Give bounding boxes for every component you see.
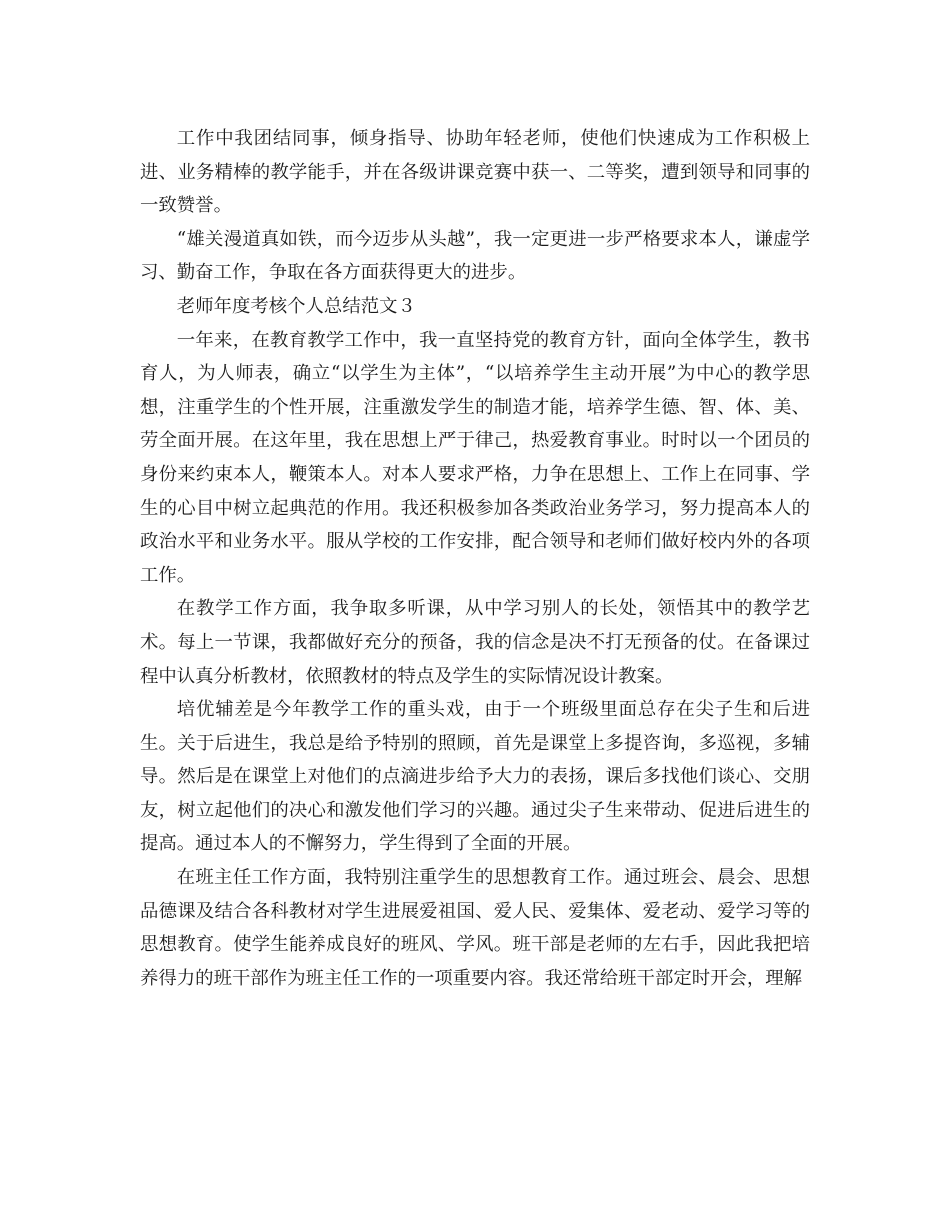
- paragraph-4: 在教学工作方面，我争取多听课，从中学习别人的长处，领悟其中的教学艺术。每上一节课，我都做好充分的预备，我的信念是决不打无预备的仗。在备课过程中认真分析教材，依照教材的特点及学生的实际情况设计教案。: [140, 598, 810, 687]
- document-body: [140, 122, 810, 995]
- paragraph-5: 培优辅差是今年教学工作的重头戏，由于一个班级里面总存在尖子生和后进生。关于后进生，我总是给予特别的照顾，首先是课堂上多提咨询，多巡视，多辅导。然后是在课堂上对他们的点滴进步给予大力的表扬，课后多找他们谈心、交朋友，树立起他们的决心和激发他们学习的兴趣。通过尖子生来带动、促进后进生的提高。通过本人的不懈努力，学生得到了全面的开展。: [140, 699, 810, 855]
- paragraph-2: “雄关漫道真如铁，而今迈步从头越”，我一定更进一步严格要求本人，谦虚学习、勤奋工作，争取在各方面获得更大的进步。: [140, 228, 810, 284]
- paragraph-1: 工作中我团结同事，倾身指导、协助年轻老师，使他们快速成为工作积极上进、业务精棒的教学能手，并在各级讲课竞赛中获一、二等奖，遭到领导和同事的一致赞誉。: [140, 128, 810, 217]
- paragraph-6: 在班主任工作方面，我特别注重学生的思想教育工作。通过班会、晨会、思想品德课及结合各科教材对学生进展爱祖国、爱人民、爱集体、爱老动、爱学习等的思想教育。使学生能养成良好的班风、学风。班干部是老师的左右手，因此我把培养得力的班干部作为班主任工作的一项重要内容。我还常给班干部定时开会，理解: [140, 867, 810, 989]
- paragraph-3: 一年来，在教育教学工作中，我一直坚持党的教育方针，面向全体学生，教书育人，为人师表，确立“以学生为主体”，“以培养学生主动开展”为中心的教学思想，注重学生的个性开展，注重激发学生的制造才能，培养学生德、智、体、美、劳全面开展。在这年里，我在思想上严于律己，热爱教育事业。时时以一个团员的身份来约束本人，鞭策本人。对本人要求严格，力争在思想上、工作上在同事、学生的心目中树立起典范的作用。我还积极参加各类政治业务学习，努力提高本人的政治水平和业务水平。服从学校的工作安排，配合领导和老师们做好校内外的各项工作。: [140, 329, 810, 586]
- section-heading: 老师年度考核个人总结范文３: [176, 295, 416, 317]
